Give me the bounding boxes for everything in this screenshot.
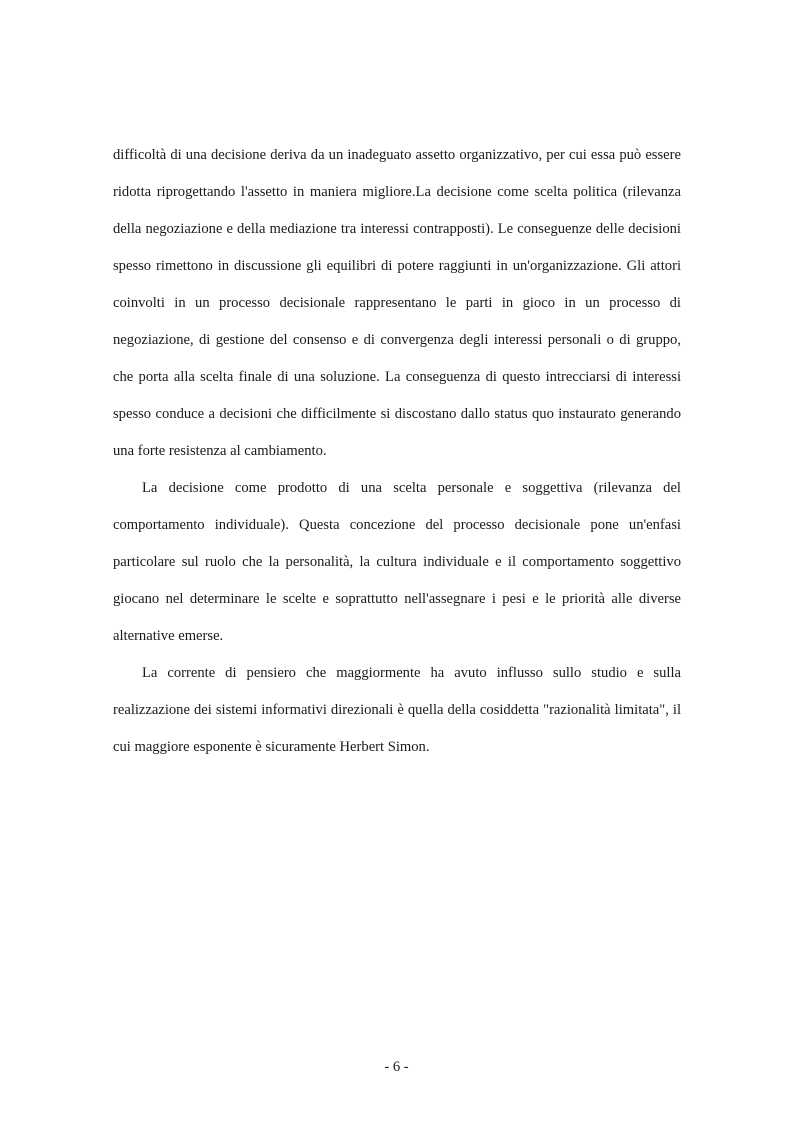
paragraph-bounded-rationality: La corrente di pensiero che maggiormente ha avuto influsso sullo studio e sulla realizzazione dei sistemi informativi direzionali è quella della cosiddetta "razionalità limitata", il cui maggiore esponente è sicuramente Herbert Simon. (113, 665, 681, 755)
page-number: - 6 - (384, 1059, 409, 1075)
body-text (113, 137, 681, 766)
paragraph-continued: difficoltà di una decisione deriva da un inadeguato assetto organizzativo, per cui essa può essere ridotta riprogettando l'assetto in maniera migliore.La decisione come scelta politica (rilevanza della negoziazione e della mediazione tra interessi contrapposti). Le conseguenze delle decisioni spesso rimettono in discussione gli equilibri di potere raggiunti in un'organizzazione. Gli attori coinvolti in un processo decisionale rappresentano le parti in gioco in un processo di negoziazione, di gestione del consenso e di convergenza degli interessi personali o di gruppo, che porta alla scelta finale di una soluzione. La conseguenza di questo intrecciarsi di interessi spesso conduce a decisioni che difficilmente si discostano dallo status quo instaurato generando una forte resistenza al cambiamento. (113, 147, 681, 459)
paragraph-personal-choice: La decisione come prodotto di una scelta personale e soggettiva (rilevanza del comportamento individuale). Questa concezione del processo decisionale pone un'enfasi particolare sul ruolo che la personalità, la cultura individuale e il comportamento soggettivo giocano nel determinare le scelte e soprattutto nell'assegnare i pesi e le priorità alle diverse alternative emerse. (113, 480, 681, 644)
